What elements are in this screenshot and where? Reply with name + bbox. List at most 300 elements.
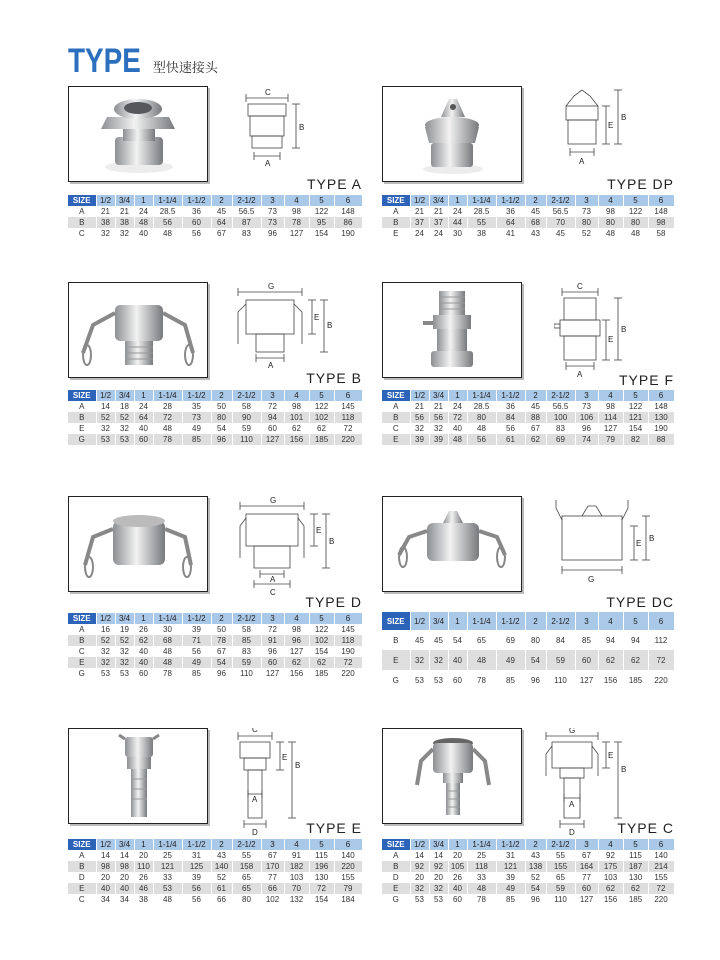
table-row	[382, 872, 674, 883]
table-cell: 127	[261, 434, 284, 445]
type-label: TYPE D	[305, 594, 362, 610]
dimension-key-cell: A	[68, 206, 96, 217]
table-cell: 14	[96, 850, 115, 861]
table-cell: 56	[496, 423, 525, 434]
dimension-key-cell: C	[68, 646, 96, 657]
size-column-header: 1/2	[410, 839, 429, 850]
table-cell: 83	[232, 228, 261, 239]
table-cell: 48	[467, 423, 496, 434]
table-cell: 156	[284, 668, 309, 679]
table-cell: 156	[598, 670, 623, 690]
dimension-drawing-icon	[234, 496, 344, 596]
size-column-header: 1	[448, 195, 467, 206]
table-cell: 62	[309, 423, 334, 434]
table-cell: 55	[232, 850, 261, 861]
table-cell: 36	[182, 206, 211, 217]
table-cell: 40	[448, 423, 467, 434]
table-body	[68, 839, 362, 905]
technical-drawing	[232, 282, 342, 375]
table-cell: 53	[153, 883, 182, 894]
size-column-header: 6	[334, 390, 362, 401]
table-cell: 80	[232, 894, 261, 905]
table-cell: 32	[410, 423, 429, 434]
table-cell: 96	[525, 894, 546, 905]
table-cell: 53	[429, 670, 448, 690]
table-cell: 88	[525, 412, 546, 423]
table-cell: 40	[134, 228, 153, 239]
size-column-header: 3	[575, 612, 598, 630]
table-cell: 48	[153, 228, 182, 239]
table-cell: 67	[575, 850, 598, 861]
table-cell: 34	[96, 894, 115, 905]
table-cell: 92	[598, 850, 623, 861]
table-cell: 24	[410, 228, 429, 239]
table-cell: 121	[496, 861, 525, 872]
table-cell: 64	[211, 217, 232, 228]
size-column-header: 5	[309, 613, 334, 624]
table-cell: 185	[309, 434, 334, 445]
table-cell: 45	[410, 630, 429, 650]
size-column-header: 3	[261, 390, 284, 401]
table-row	[382, 423, 674, 434]
table-body	[68, 613, 362, 679]
table-cell: 24	[429, 228, 448, 239]
size-column-header: 1-1/2	[182, 839, 211, 850]
technical-drawing	[554, 282, 644, 383]
table-cell: 46	[134, 883, 153, 894]
dim-label-g: G	[569, 728, 576, 735]
dimension-drawing-icon	[554, 282, 644, 378]
table-cell: 68	[525, 217, 546, 228]
dim-label-a: A	[265, 159, 271, 168]
table-cell: 60	[134, 434, 153, 445]
table-cell: 28	[153, 401, 182, 412]
size-column-header: 4	[598, 195, 623, 206]
table-cell: 21	[429, 401, 448, 412]
table-row	[382, 630, 674, 650]
size-column-header: 6	[648, 195, 674, 206]
coupler-female-thread-photo-icon	[69, 497, 207, 591]
table-cell: 49	[182, 657, 211, 668]
dimension-key-cell: A	[382, 206, 410, 217]
table-cell: 54	[211, 657, 232, 668]
table-cell: 53	[410, 894, 429, 905]
dimension-key-cell: G	[382, 670, 410, 690]
size-column-header: 2-1/2	[232, 390, 261, 401]
table-cell: 86	[334, 217, 362, 228]
table-cell: 196	[309, 861, 334, 872]
table-cell: 122	[309, 206, 334, 217]
table-row	[68, 635, 362, 646]
size-column-header: 1/2	[96, 390, 115, 401]
table-cell: 71	[182, 635, 211, 646]
table-cell: 83	[232, 646, 261, 657]
dimension-key-cell: E	[382, 434, 410, 445]
table-cell: 145	[334, 401, 362, 412]
size-column-header: 2-1/2	[546, 839, 575, 850]
table-cell: 59	[546, 650, 575, 670]
table-body	[68, 195, 362, 239]
table-cell: 39	[410, 434, 429, 445]
table-cell: 32	[429, 423, 448, 434]
table-cell: 67	[525, 423, 546, 434]
table-row	[382, 206, 674, 217]
table-cell: 85	[496, 670, 525, 690]
size-column-header: 3/4	[115, 390, 134, 401]
table-header-row	[382, 612, 674, 630]
table-cell: 40	[448, 883, 467, 894]
size-column-header: 4	[284, 613, 309, 624]
table-row	[68, 228, 362, 239]
table-cell: 50	[211, 624, 232, 635]
size-column-header: 1	[134, 195, 153, 206]
table-cell: 65	[232, 883, 261, 894]
table-body	[382, 839, 674, 905]
size-column-header: 4	[284, 390, 309, 401]
table-cell: 87	[232, 217, 261, 228]
table-cell: 40	[134, 646, 153, 657]
page-subtitle: 型快速接头	[152, 61, 218, 76]
table-cell: 62	[598, 650, 623, 670]
table-cell: 158	[232, 861, 261, 872]
table-cell: 138	[525, 861, 546, 872]
table-cell: 43	[211, 850, 232, 861]
table-cell: 62	[598, 883, 623, 894]
dimension-key-cell: D	[382, 872, 410, 883]
table-cell: 43	[525, 850, 546, 861]
camlock-adapter-photo-icon	[69, 87, 207, 181]
table-cell: 20	[429, 872, 448, 883]
dim-label-a: A	[577, 370, 583, 378]
table-cell: 127	[598, 423, 623, 434]
product-photo	[68, 86, 208, 182]
table-cell: 50	[211, 401, 232, 412]
dimension-key-cell: B	[68, 635, 96, 646]
table-cell: 26	[134, 624, 153, 635]
table-row	[382, 401, 674, 412]
table-cell: 21	[429, 206, 448, 217]
technical-drawing	[238, 86, 328, 179]
size-column-header: 1-1/2	[182, 613, 211, 624]
table-cell: 103	[598, 872, 623, 883]
table-cell: 43	[525, 228, 546, 239]
size-table	[68, 613, 363, 679]
size-header-cell: SIZE	[68, 839, 96, 850]
dim-label-c: C	[265, 88, 271, 97]
size-column-header: 5	[309, 839, 334, 850]
table-cell: 182	[284, 861, 309, 872]
table-cell: 52	[115, 635, 134, 646]
table-cell: 38	[467, 228, 496, 239]
size-table	[382, 612, 675, 690]
type-label: TYPE A	[306, 176, 362, 192]
dim-label-g: G	[270, 496, 277, 505]
size-column-header: 2-1/2	[546, 612, 575, 630]
table-row	[382, 412, 674, 423]
size-column-header: 1-1/4	[467, 195, 496, 206]
table-cell: 24	[134, 401, 153, 412]
table-header-row	[68, 613, 362, 624]
table-cell: 96	[261, 228, 284, 239]
technical-drawing	[562, 86, 642, 179]
table-cell: 40	[134, 423, 153, 434]
size-column-header: 5	[309, 195, 334, 206]
dimension-key-cell: B	[382, 630, 410, 650]
table-cell: 155	[546, 861, 575, 872]
dim-label-c: C	[270, 588, 276, 596]
table-cell: 220	[334, 434, 362, 445]
size-column-header: 1/2	[410, 612, 429, 630]
table-cell: 80	[211, 412, 232, 423]
dimension-key-cell: B	[68, 861, 96, 872]
table-cell: 70	[546, 217, 575, 228]
size-column-header: 4	[284, 839, 309, 850]
table-cell: 45	[546, 228, 575, 239]
table-cell: 58	[232, 401, 261, 412]
table-cell: 96	[284, 635, 309, 646]
table-cell: 154	[309, 894, 334, 905]
table-cell: 170	[261, 861, 284, 872]
table-cell: 38	[115, 217, 134, 228]
type-label: TYPE F	[618, 372, 674, 388]
dimension-key-cell: B	[68, 412, 96, 423]
table-cell: 68	[153, 635, 182, 646]
table-cell: 118	[334, 635, 362, 646]
table-cell: 148	[334, 206, 362, 217]
table-cell: 122	[623, 401, 648, 412]
table-cell: 56	[467, 434, 496, 445]
size-column-header: 4	[598, 612, 623, 630]
table-cell: 77	[575, 872, 598, 883]
table-row	[68, 434, 362, 445]
table-cell: 45	[211, 206, 232, 217]
dimension-drawing-icon	[562, 86, 642, 174]
table-cell: 60	[134, 668, 153, 679]
table-cell: 79	[598, 434, 623, 445]
table-cell: 56.5	[546, 401, 575, 412]
table-cell: 32	[410, 650, 429, 670]
table-cell: 48	[623, 228, 648, 239]
table-cell: 67	[211, 228, 232, 239]
dimension-key-cell: B	[382, 412, 410, 423]
table-row	[68, 894, 362, 905]
table-cell: 49	[182, 423, 211, 434]
size-column-header: 1	[448, 390, 467, 401]
table-cell: 127	[575, 894, 598, 905]
size-column-header: 1-1/2	[496, 390, 525, 401]
size-column-header: 2-1/2	[546, 195, 575, 206]
table-cell: 220	[334, 861, 362, 872]
table-cell: 32	[115, 646, 134, 657]
table-cell: 100	[546, 412, 575, 423]
table-cell: 98	[284, 206, 309, 217]
table-cell: 154	[309, 228, 334, 239]
size-column-header: 3	[575, 390, 598, 401]
dimension-key-cell: D	[68, 872, 96, 883]
table-cell: 45	[429, 630, 448, 650]
table-cell: 20	[448, 850, 467, 861]
table-cell: 55	[546, 850, 575, 861]
table-cell: 122	[309, 401, 334, 412]
table-cell: 95	[309, 217, 334, 228]
table-cell: 85	[232, 635, 261, 646]
table-cell: 127	[261, 668, 284, 679]
table-row	[68, 412, 362, 423]
size-column-header: 4	[598, 390, 623, 401]
table-cell: 21	[96, 206, 115, 217]
size-column-header: 1	[448, 839, 467, 850]
dimension-key-cell: E	[68, 657, 96, 668]
table-cell: 155	[648, 872, 674, 883]
table-cell: 154	[309, 646, 334, 657]
table-cell: 148	[648, 401, 674, 412]
table-cell: 28.5	[153, 206, 182, 217]
table-cell: 85	[496, 894, 525, 905]
table-cell: 121	[623, 412, 648, 423]
size-table	[68, 195, 363, 239]
table-cell: 155	[334, 872, 362, 883]
size-column-header: 5	[309, 390, 334, 401]
table-cell: 130	[623, 872, 648, 883]
table-cell: 90	[232, 412, 261, 423]
table-cell: 16	[96, 624, 115, 635]
table-cell: 14	[115, 850, 134, 861]
dim-label-g: G	[268, 282, 275, 291]
table-cell: 56	[182, 646, 211, 657]
table-cell: 110	[546, 670, 575, 690]
table-cell: 98	[115, 861, 134, 872]
size-column-header: 2	[211, 613, 232, 624]
table-cell: 118	[334, 412, 362, 423]
size-column-header: 6	[648, 612, 674, 630]
table-cell: 91	[284, 850, 309, 861]
dim-label-a: A	[252, 795, 258, 804]
table-cell: 61	[496, 434, 525, 445]
table-cell: 55	[467, 217, 496, 228]
table-body	[382, 390, 674, 445]
table-cell: 101	[284, 412, 309, 423]
size-column-header: 3	[575, 839, 598, 850]
dimension-key-cell: B	[382, 861, 410, 872]
table-cell: 98	[598, 401, 623, 412]
table-cell: 32	[410, 883, 429, 894]
dimension-key-cell: A	[68, 624, 96, 635]
dim-label-d: D	[569, 828, 575, 836]
table-cell: 190	[648, 423, 674, 434]
table-cell: 67	[261, 850, 284, 861]
table-cell: 91	[261, 635, 284, 646]
table-cell: 96	[211, 434, 232, 445]
table-cell: 94	[261, 412, 284, 423]
table-cell: 39	[496, 872, 525, 883]
table-cell: 40	[134, 657, 153, 668]
dust-cap-photo-icon	[383, 497, 521, 591]
size-column-header: 1-1/4	[467, 390, 496, 401]
table-row	[68, 872, 362, 883]
table-row	[68, 668, 362, 679]
table-cell: 78	[153, 434, 182, 445]
table-cell: 52	[575, 228, 598, 239]
table-cell: 106	[575, 412, 598, 423]
size-table	[382, 839, 675, 905]
dim-label-e: E	[608, 751, 614, 760]
technical-drawing	[234, 496, 344, 601]
adapter-hose-shank-photo-icon	[69, 729, 207, 823]
size-column-header: 1-1/2	[496, 195, 525, 206]
table-row	[382, 883, 674, 894]
size-column-header: 2	[211, 195, 232, 206]
table-cell: 127	[284, 228, 309, 239]
table-cell: 92	[429, 861, 448, 872]
size-column-header: 1-1/4	[153, 390, 182, 401]
table-cell: 32	[429, 650, 448, 670]
size-column-header: 3/4	[429, 390, 448, 401]
product-photo	[382, 86, 522, 182]
table-cell: 53	[410, 670, 429, 690]
table-cell: 39	[182, 872, 211, 883]
dimension-key-cell: B	[382, 217, 410, 228]
table-cell: 26	[448, 872, 467, 883]
table-cell: 102	[261, 894, 284, 905]
table-row	[382, 434, 674, 445]
size-table	[382, 195, 675, 239]
table-cell: 34	[115, 894, 134, 905]
dim-label-c: C	[577, 282, 583, 291]
size-column-header: 2-1/2	[546, 390, 575, 401]
table-cell: 54	[525, 650, 546, 670]
table-cell: 32	[96, 423, 115, 434]
table-cell: 65	[232, 872, 261, 883]
table-cell: 164	[575, 861, 598, 872]
table-cell: 52	[96, 412, 115, 423]
size-header-cell: SIZE	[382, 195, 410, 206]
table-cell: 112	[648, 630, 674, 650]
dim-label-e: E	[636, 539, 642, 548]
table-cell: 72	[309, 883, 334, 894]
table-cell: 33	[467, 872, 496, 883]
size-column-header: 1	[134, 839, 153, 850]
table-cell: 80	[598, 217, 623, 228]
table-row	[382, 894, 674, 905]
table-cell: 118	[467, 861, 496, 872]
technical-drawing	[552, 496, 662, 597]
table-cell: 18	[115, 401, 134, 412]
table-cell: 85	[575, 630, 598, 650]
size-table	[68, 839, 363, 905]
table-cell: 40	[96, 883, 115, 894]
table-row	[68, 401, 362, 412]
table-cell: 48	[448, 434, 467, 445]
table-cell: 125	[182, 861, 211, 872]
table-cell: 32	[96, 657, 115, 668]
dim-label-e: E	[608, 335, 614, 344]
table-cell: 58	[648, 228, 674, 239]
table-cell: 48	[134, 217, 153, 228]
table-cell: 85	[182, 434, 211, 445]
table-cell: 54	[211, 423, 232, 434]
table-cell: 62	[309, 657, 334, 668]
table-cell: 94	[623, 630, 648, 650]
table-cell: 80	[575, 217, 598, 228]
table-cell: 21	[410, 206, 429, 217]
product-photo	[68, 282, 208, 378]
table-cell: 32	[115, 228, 134, 239]
table-cell: 78	[284, 217, 309, 228]
size-column-header: 1/2	[96, 195, 115, 206]
size-column-header: 3/4	[115, 839, 134, 850]
product-photo	[68, 496, 208, 592]
size-column-header: 3	[261, 195, 284, 206]
